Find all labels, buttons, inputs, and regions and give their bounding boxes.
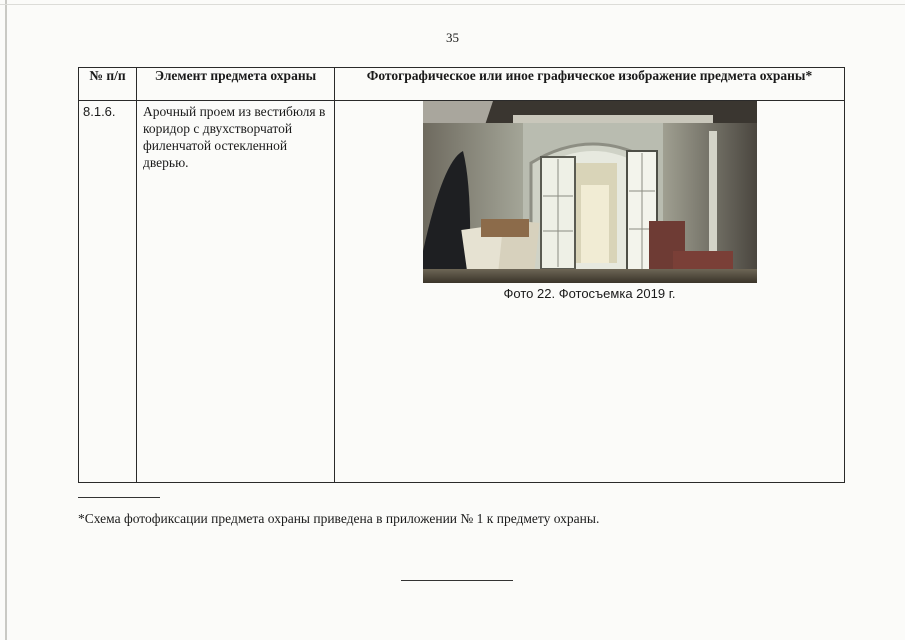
photo-caption: Фото 22. Фотосъемка 2019 г. (503, 286, 676, 301)
row-photo-cell (335, 101, 845, 483)
scan-edge (5, 0, 7, 640)
photo-interior-arched-doorway (423, 101, 757, 283)
page-number: 35 (446, 30, 459, 45)
header-image: Фотографическое или иное графическое изображение предмета охраны* (335, 68, 845, 101)
scan-edge-top (0, 4, 905, 5)
table-header-row (79, 68, 845, 101)
bottom-rule (401, 580, 513, 581)
footnote: *Схема фотофиксации предмета охраны приведена в приложении № 1 к предмету охраны. (78, 511, 600, 526)
table-row (79, 101, 845, 483)
header-num: № п/п (79, 68, 137, 101)
header-element: Элемент предмета охраны (137, 68, 335, 101)
row-element-description: Арочный проем из вестибюля в коридор с двухстворчатой филенчатой остекленной дверью. (137, 101, 335, 483)
footnote-separator (78, 497, 160, 498)
row-number: 8.1.6. (79, 101, 137, 483)
protection-subject-table (78, 67, 845, 483)
